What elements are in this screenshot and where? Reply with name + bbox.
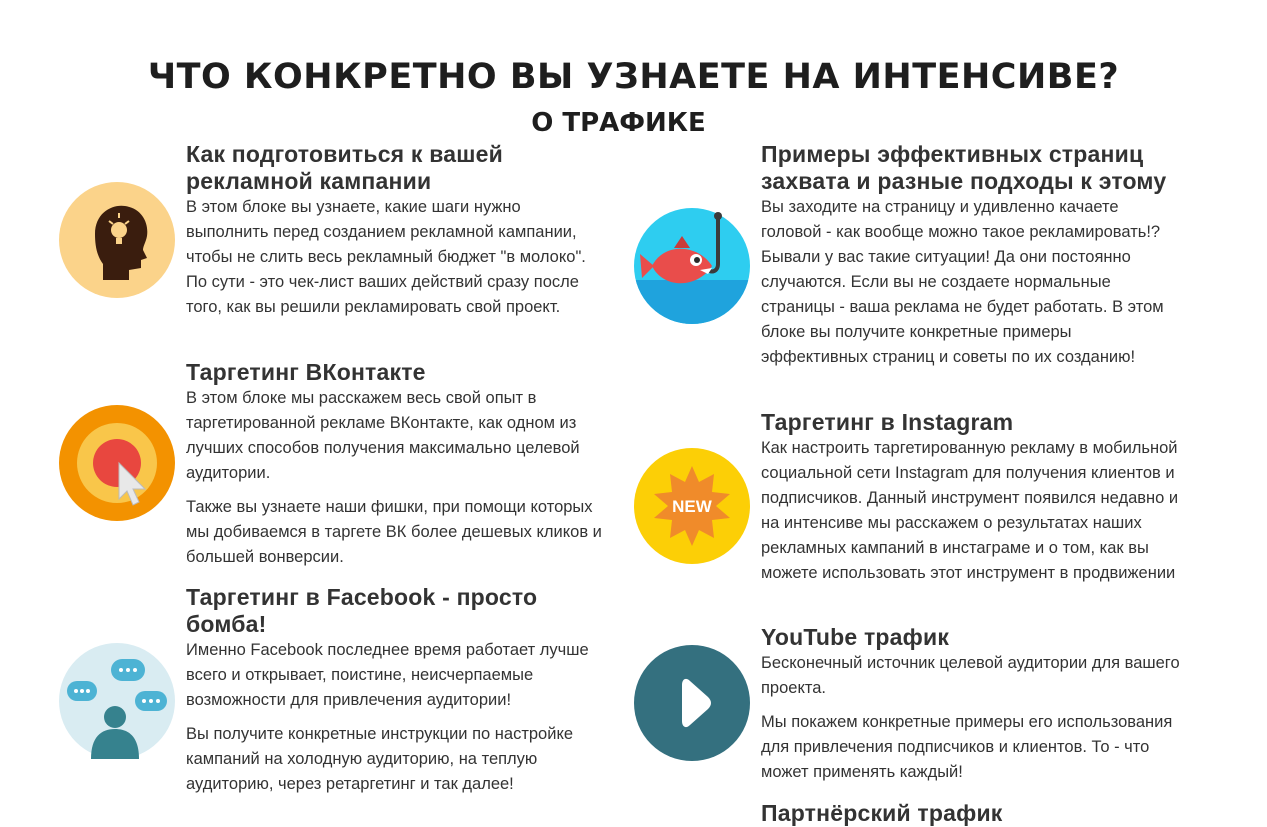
block-title: Как подготовиться к вашей рекламной кампании [186,141,503,194]
chat-person-icon [59,643,175,759]
block-text: В этом блоке мы расскажем весь свой опыт в таргетированной рекламе ВКонтакте, как одном из лучших способов получения максимально целевой аудитории. [186,389,580,482]
block-landing-pages [761,141,1181,370]
block-facebook-targeting [186,584,606,797]
block-text: Также вы узнаете наши фишки, при помощи которых мы добиваемся в таргете ВК более дешевых кликов и большей вонверсии. [186,498,602,566]
new-badge-icon [634,448,750,564]
target-cursor-icon [59,405,175,521]
fish-hook-icon [634,208,750,324]
block-text: Вы получите конкретные инструкции по настройке кампаний на холодную аудиторию, на теплую аудиторию, через ретаргетинг и так далее! [186,725,574,793]
block-partner-traffic [761,800,1181,827]
block-title: Примеры эффективных страниц захвата и разные подходы к этому [761,141,1167,194]
page-heading: ЧТО КОНКРЕТНО ВЫ УЗНАЕТЕ НА ИНТЕНСИВЕ? [147,57,1120,98]
block-text: Именно Facebook последнее время работает лучше всего и открывает, поистине, неисчерпаемые возможности для привлечения аудитории! [186,641,589,709]
block-title: Таргетинг ВКонтакте [186,359,426,385]
block-text: Мы покажем конкретные примеры его использования для привлечения подписчиков и клиентов. То - что может применять каждый! [761,713,1173,781]
block-youtube-traffic [761,624,1181,785]
block-vk-targeting [186,359,606,570]
block-text: Как настроить таргетированную рекламу в мобильной социальной сети Instagram для получения клиентов и подписчиков. Данный инструмент появился недавно и на интенсиве мы расскажем о результатах наших рекламных кампаний в инстаграме и о том, как вы можете использовать этот инструмент в продвижении [761,439,1179,582]
play-icon[interactable] [634,645,750,761]
block-title: Таргетинг в Facebook - просто бомба! [186,584,538,637]
block-title: Таргетинг в Instagram [761,409,1014,435]
block-text: Бесконечный источник целевой аудитории для вашего проекта. [761,654,1180,697]
block-campaign-prep [186,141,606,320]
section-subheading: О ТРАФИКЕ [531,107,706,138]
block-text: Вы заходите на страницу и удивленно качаете головой - как вообще можно такое рекламировать!? Бывали у вас такие ситуации! Да они постоянно случаются. Если вы не создаете нормальные страницы - ваша реклама не будет работать. В этом блоке вы получите конкретные примеры эффективных страниц и советы по их созданию! [761,198,1164,366]
block-text: В этом блоке вы узнаете, какие шаги нужно выполнить перед созданием рекламной кампании, чтобы не слить весь рекламный бюджет "в молоко". По сути - это чек-лист ваших действий сразу после того, как вы решили рекламировать свой проект. [186,198,586,316]
svg-text:NEW: NEW [672,497,712,516]
block-instagram-targeting [761,409,1181,586]
head-bulb-icon [59,182,175,298]
block-title: Партнёрский трафик [761,800,1003,826]
block-title: YouTube трафик [761,624,950,650]
